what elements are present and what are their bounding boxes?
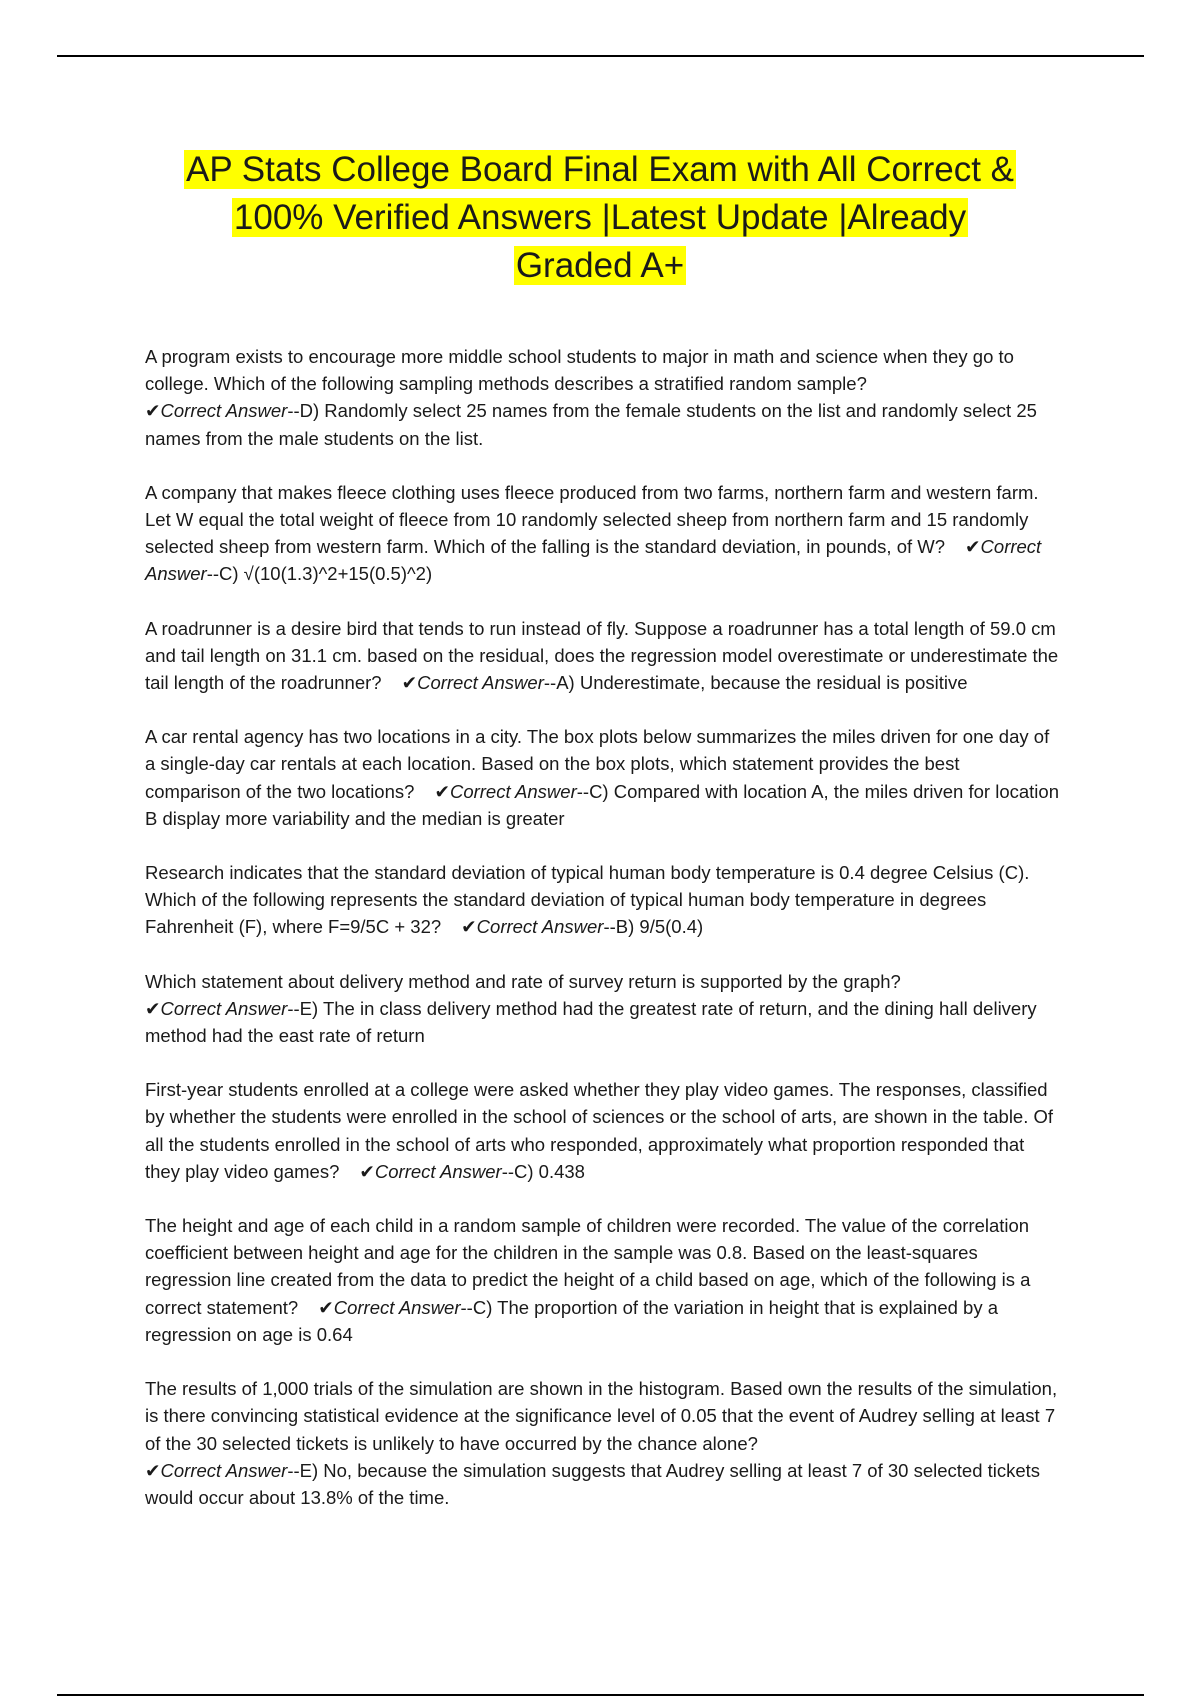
question-text: First-year students enrolled at a college were asked whether they play video games. The responses, classified by whether the students were enrolled in the school of sciences or the school of arts, are shown in the table. Of all the students enrolled in the school of arts who responded, approximately what proportion responded that they play video games? xyxy=(145,1079,1054,1182)
answer-label: Correct Answer xyxy=(374,1160,502,1182)
check-icon: ✔ xyxy=(359,1160,375,1182)
title-line: Graded A+ xyxy=(515,246,685,285)
answer-text: --C) 0.438 xyxy=(501,1160,585,1182)
document-title xyxy=(100,146,1100,290)
answer-text: --E) The in class delivery method had the greatest rate of return, and the dining hall delivery method had the east rate of return xyxy=(145,997,1037,1047)
answer-text: --D) Randomly select 25 names from the female students on the list and randomly select 25 names from the male students on the list. xyxy=(145,400,1037,449)
answer-label: Correct Answer xyxy=(417,672,544,694)
answer-text: --C) Compared with location A, the miles driven for location B display more variability and the median is greater xyxy=(145,780,1059,829)
title-line: 100% Verified Answers |Latest Update |Already xyxy=(233,198,967,237)
qa-item xyxy=(145,1375,1060,1511)
question-text: Which statement about delivery method and rate of survey return is supported by the graph? xyxy=(145,970,901,992)
question-text: A car rental agency has two locations in a city. The box plots below summarizes the miles driven for one day of a single-day car rentals at each location. Based on the box plots, which statement provides the best comparison of the two locations? xyxy=(145,726,1050,802)
answer-label: Correct Answer xyxy=(160,997,288,1019)
bottom-rule xyxy=(57,1694,1144,1696)
qa-item xyxy=(145,859,1060,941)
check-icon: ✔ xyxy=(318,1296,334,1318)
answer-text: --A) Underestimate, because the residual is positive xyxy=(543,672,968,694)
answer-label: Correct Answer xyxy=(160,1459,288,1481)
question-text: The height and age of each child in a random sample of children were recorded. The value of the correlation coefficient between height and age for the children in the sample was 0.8. Based on the least-squares regression line created from the data to predict the height of a child based on age, which of the following is a correct statement? xyxy=(145,1215,1031,1318)
qa-item xyxy=(145,479,1060,588)
qa-item xyxy=(145,968,1060,1050)
question-text: A roadrunner is a desire bird that tends to run instead of fly. Suppose a roadrunner has a total length of 59.0 cm and tail length on 31.1 cm. based on the residual, does the regression model overestimate or underestimate the tail length of the roadrunner? xyxy=(145,617,1059,694)
answer-label: Correct Answer xyxy=(476,916,604,938)
answer-label: Correct Answer xyxy=(145,536,1042,585)
qa-item xyxy=(145,723,1060,832)
check-icon: ✔ xyxy=(145,997,161,1019)
check-icon: ✔ xyxy=(461,916,477,938)
question-text: A company that makes fleece clothing uses fleece produced from two farms, northern farm and western farm. Let W equal the total weight of fleece from 10 randomly selected sheep from northern farm and 15 randomly selected sheep from western farm. Which of the falling is the standard deviation, in pounds, of W? xyxy=(145,481,1039,558)
qa-item xyxy=(145,1212,1060,1348)
answer-label: Correct Answer xyxy=(449,780,577,802)
answer-text: --C) The proportion of the variation in height that is explained by a regression on age is 0.64 xyxy=(145,1296,999,1345)
question-text: Research indicates that the standard deviation of typical human body temperature is 0.4 degree Celsius (C). Which of the following represents the standard deviation of typical human body temperature in degrees Fahrenheit (F), where F=9/5C + 32? xyxy=(145,862,1030,938)
qa-item xyxy=(145,615,1060,697)
check-icon: ✔ xyxy=(145,1459,161,1481)
qa-item xyxy=(145,1076,1060,1185)
title-line: AP Stats College Board Final Exam with All Correct & xyxy=(185,150,1015,189)
top-rule xyxy=(57,55,1144,57)
answer-label: Correct Answer xyxy=(160,400,288,422)
check-icon: ✔ xyxy=(401,672,418,694)
check-icon: ✔ xyxy=(145,400,161,422)
qa-item xyxy=(145,343,1060,452)
answer-text: --C) √(10(1.3)^2+15(0.5)^2) xyxy=(206,563,433,585)
answer-text: --B) 9/5(0.4) xyxy=(603,916,704,938)
answer-text: --E) No, because the simulation suggests that Audrey selling at least 7 of 30 selected tickets would occur about 13.8% of the time. xyxy=(145,1459,1041,1508)
question-text: The results of 1,000 trials of the simulation are shown in the histogram. Based own the results of the simulation, is there convincing statistical evidence at the significance level of 0.05 that the event of Audrey selling at least 7 of the 30 selected tickets is unlikely to have occurred by the chance alone? xyxy=(145,1378,1058,1454)
answer-label: Correct Answer xyxy=(333,1296,461,1318)
check-icon: ✔ xyxy=(434,780,450,802)
check-icon: ✔ xyxy=(965,536,981,558)
question-answer-list xyxy=(145,343,1060,1538)
question-text: A program exists to encourage more middle school students to major in math and science when they go to college. Which of the following sampling methods describes a stratified random sample? xyxy=(145,346,1014,395)
